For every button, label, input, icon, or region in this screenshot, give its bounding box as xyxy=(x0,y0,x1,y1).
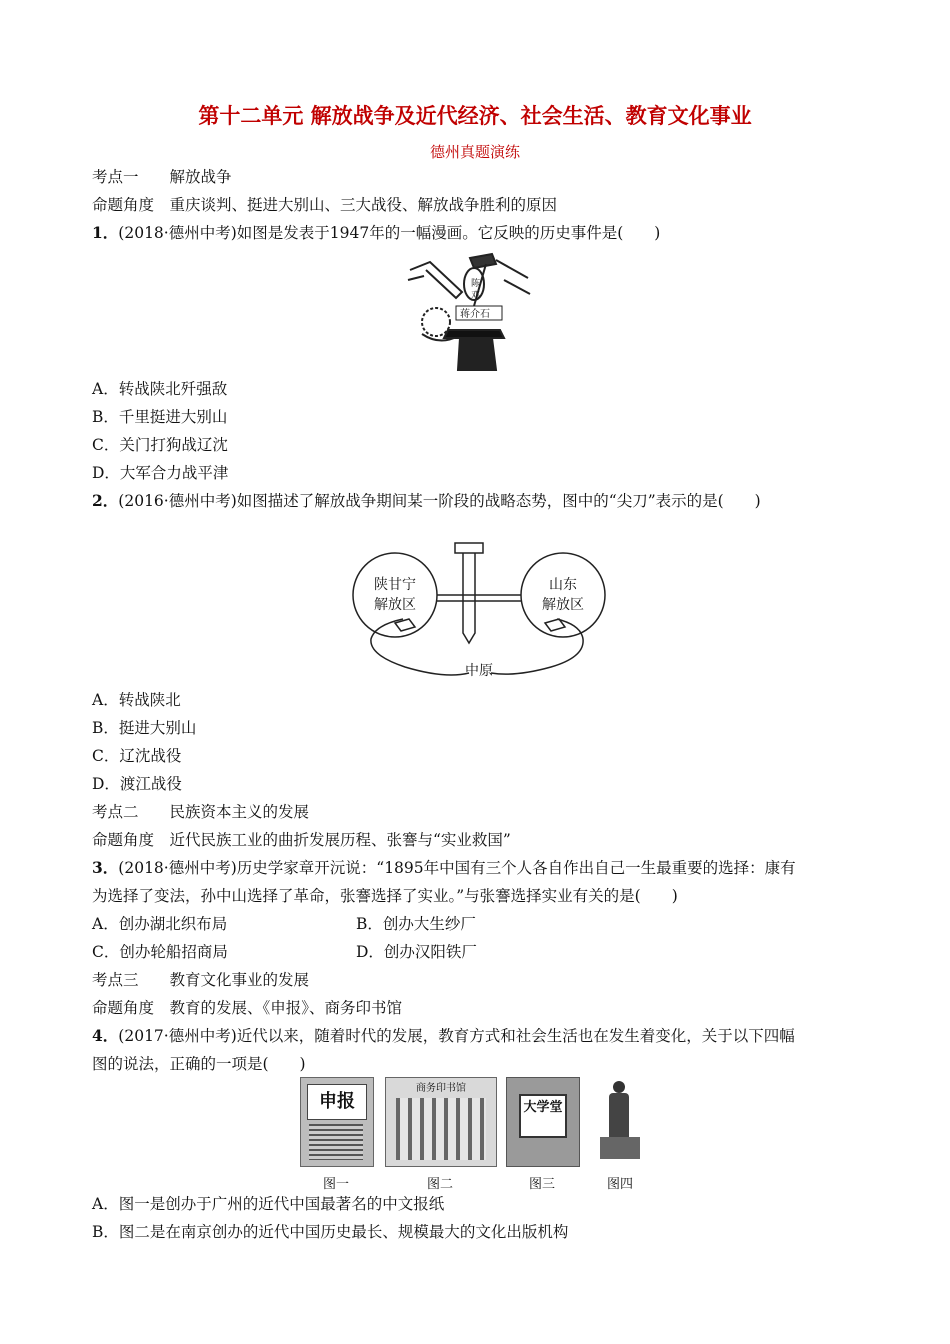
question-1 xyxy=(92,223,660,243)
left-circle-line2: 解放区 xyxy=(374,597,416,613)
caption-3: 图三 xyxy=(528,1177,555,1192)
q4-option-b: B．图二是在南京创办的近代中国历史最长、规模最大的文化出版机构 xyxy=(92,1223,569,1241)
topic-heading-3: 考点三 教育文化事业的发展 xyxy=(92,971,310,989)
q2-option-c: C．辽沈战役 xyxy=(92,747,182,765)
topic-angle-1: 命题角度 重庆谈判、挺进大别山、三大战役、解放战争胜利的原因 xyxy=(92,196,558,214)
q2-option-d: D．渡江战役 xyxy=(92,775,182,793)
cartoon-label-jiang: 蒋介石 xyxy=(460,309,490,320)
bottom-label-zhongyuan: 中原 xyxy=(465,663,493,679)
cartoon-label-deng: 邓 xyxy=(471,291,481,301)
q2-option-a: A．转战陕北 xyxy=(92,691,181,709)
q1-option-a: A．转战陕北歼强敌 xyxy=(92,380,228,398)
cartoon-figure xyxy=(400,250,535,372)
question-stem-line1: (2018·德州中考)历史学家章开沅说：“1895年中国有三个人各自作出自己一生最重要的选择：康有 xyxy=(118,859,796,877)
question-4-cont: 图的说法，正确的一项是( ) xyxy=(92,1055,306,1073)
question-2 xyxy=(92,491,761,511)
question-number: 1． xyxy=(92,223,119,242)
caption-1: 图一 xyxy=(322,1177,349,1192)
photo-statue xyxy=(594,1077,646,1165)
cartoon-label-chen: 陈 xyxy=(471,279,481,289)
question-stem: (2016·德州中考)如图描述了解放战争期间某一阶段的战略态势，图中的“尖刀”表示的是( ) xyxy=(118,492,761,510)
caption-2: 图二 xyxy=(426,1177,453,1192)
q3-option-a: A．创办湖北织布局 xyxy=(92,915,228,933)
question-number: 4． xyxy=(92,1026,119,1045)
question-number: 2． xyxy=(92,491,119,510)
photo-imperial-university xyxy=(506,1077,580,1167)
question-stem: (2018·德州中考)如图是发表于1947年的一幅漫画。它反映的历史事件是( ) xyxy=(118,224,661,242)
topic-angle-3: 命题角度 教育的发展、《申报》、商务印书馆 xyxy=(92,999,403,1017)
strategy-diagram xyxy=(345,515,615,690)
q3-option-d: D．创办汉阳铁厂 xyxy=(356,943,477,961)
topic-heading-1: 考点一 解放战争 xyxy=(92,168,232,186)
right-circle-line1: 山东 xyxy=(549,577,577,593)
question-3-cont: 为选择了变法，孙中山选择了革命，张謇选择了实业。”与张謇选择实业有关的是( ) xyxy=(92,887,678,905)
question-3 xyxy=(92,858,796,878)
q3-option-c: C．创办轮船招商局 xyxy=(92,943,228,961)
shenbao-masthead: 申报 xyxy=(307,1084,367,1120)
q1-option-c: C．关门打狗战辽沈 xyxy=(92,436,228,454)
question-stem-line1: (2017·德州中考)近代以来，随着时代的发展，教育方式和社会生活也在发生着变化，关于以下四幅 xyxy=(118,1027,795,1045)
q1-option-d: D．大军合力战平津 xyxy=(92,464,229,482)
photo-commercial-press xyxy=(385,1077,497,1167)
q2-option-b: B．挺进大别山 xyxy=(92,719,197,737)
university-plaque: 大学堂 xyxy=(519,1094,567,1138)
question-4 xyxy=(92,1026,795,1046)
q3-option-b: B．创办大生纱厂 xyxy=(356,915,476,933)
press-sign: 商务印书馆 xyxy=(416,1083,466,1094)
q4-option-a: A．图一是创办于广州的近代中国最著名的中文报纸 xyxy=(92,1195,445,1213)
q1-option-b: B．千里挺进大别山 xyxy=(92,408,228,426)
left-circle-line1: 陕甘宁 xyxy=(374,577,416,593)
right-circle-line2: 解放区 xyxy=(542,597,584,613)
section-subtitle: 德州真题演练 xyxy=(429,143,520,161)
topic-angle-2: 命题角度 近代民族工业的曲折发展历程、张謇与“实业救国” xyxy=(92,831,511,849)
photo-shenbao xyxy=(300,1077,374,1167)
topic-heading-2: 考点二 民族资本主义的发展 xyxy=(92,803,310,821)
question-number: 3． xyxy=(92,858,119,877)
unit-title: 第十二单元 解放战争及近代经济、社会生活、教育文化事业 xyxy=(198,104,752,128)
caption-4: 图四 xyxy=(606,1177,633,1192)
